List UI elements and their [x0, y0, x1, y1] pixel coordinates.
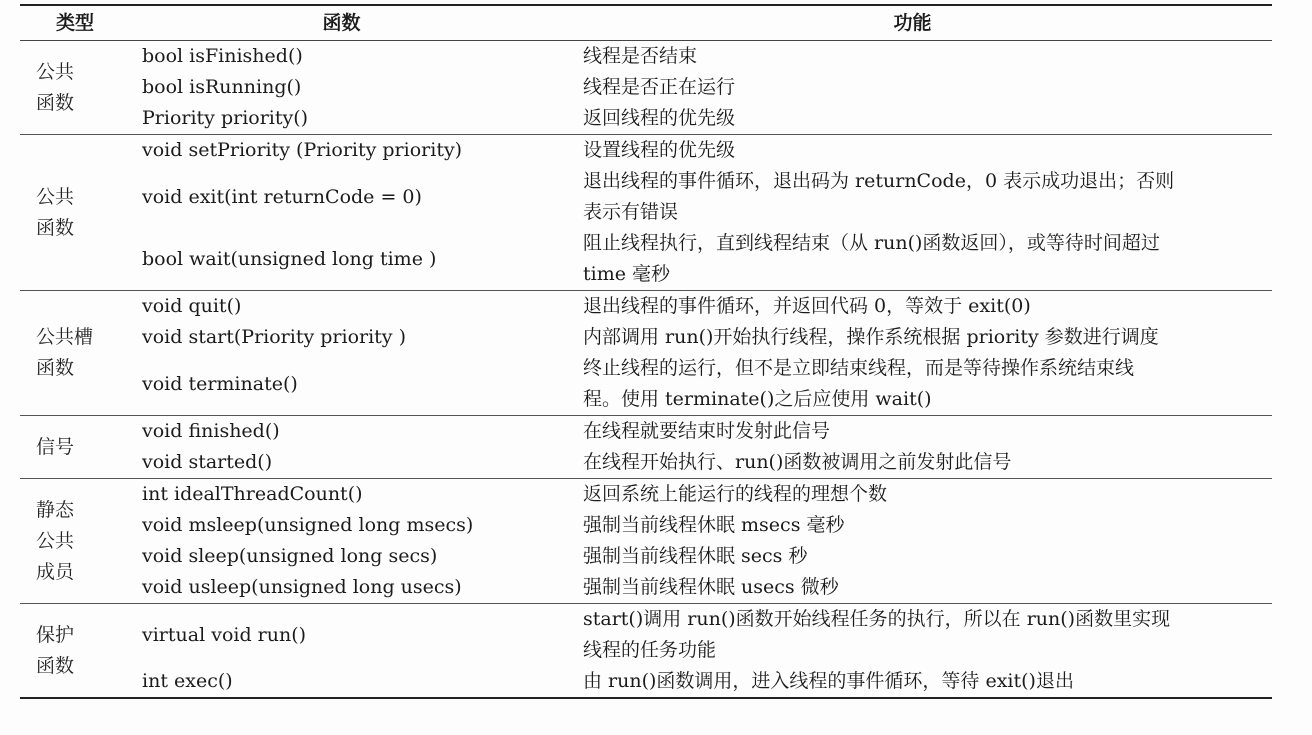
description-line: 程。使用 terminate()之后应使用 wait() — [583, 388, 932, 410]
table-group — [20, 479, 1272, 604]
description-line: 返回系统上能运行的线程的理想个数 — [583, 483, 888, 505]
type-label: 函数 — [36, 654, 75, 677]
function-description — [553, 72, 1272, 103]
description-line: 阻止线程执行，直到线程结束（从 run()函数返回），或等待时间超过 — [583, 232, 1160, 254]
description-line: 返回线程的优先级 — [583, 107, 736, 129]
function-description — [553, 228, 1272, 291]
table-row — [20, 447, 1272, 479]
type-label: 成员 — [36, 560, 75, 583]
type-label: 静态 — [36, 498, 75, 521]
table-row — [20, 604, 1272, 667]
type-cell — [20, 135, 130, 291]
table-row — [20, 572, 1272, 604]
function-description — [553, 291, 1272, 323]
type-label: 公共 — [36, 60, 75, 83]
table-row — [20, 353, 1272, 416]
description-line: 内部调用 run()开始执行线程，操作系统根据 priority 参数进行调度 — [583, 326, 1159, 348]
function-signature: void sleep(unsigned long secs) — [142, 545, 438, 567]
function-signature: Priority priority() — [142, 107, 309, 129]
function-description — [553, 103, 1272, 135]
description-line: 退出线程的事件循环，退出码为 returnCode，0 表示成功退出；否则 — [583, 170, 1175, 192]
table-row — [20, 72, 1272, 103]
function-description — [553, 479, 1272, 511]
table-row — [20, 666, 1272, 698]
function-signature: void started() — [142, 451, 273, 473]
type-cell — [20, 416, 130, 479]
type-cell — [20, 41, 130, 135]
function-description — [553, 510, 1272, 541]
description-line: time 毫秒 — [583, 263, 671, 285]
table-row — [20, 322, 1272, 353]
function-description — [553, 666, 1272, 698]
table-group — [20, 41, 1272, 135]
function-description — [553, 416, 1272, 448]
type-label: 信号 — [36, 435, 75, 458]
description-line: 在线程就要结束时发射此信号 — [583, 420, 831, 442]
table-group — [20, 135, 1272, 291]
table-group — [20, 416, 1272, 479]
table-row — [20, 41, 1272, 73]
function-description — [553, 541, 1272, 572]
type-label: 函数 — [36, 216, 75, 239]
description-line: 强制当前线程休眠 secs 秒 — [583, 545, 808, 567]
type-cell — [20, 479, 130, 604]
type-label: 公共槽 — [36, 326, 94, 348]
function-signature: void msleep(unsigned long msecs) — [142, 514, 474, 536]
table-header — [20, 5, 1272, 41]
table-row — [20, 541, 1272, 572]
function-signature: void setPriority (Priority priority) — [142, 139, 463, 161]
table-row — [20, 510, 1272, 541]
function-description — [553, 322, 1272, 353]
header-function: 函数 — [130, 5, 553, 41]
table-group — [20, 291, 1272, 416]
function-signature: bool isFinished() — [142, 45, 303, 67]
description-line: 线程是否正在运行 — [583, 76, 736, 98]
header-row — [20, 5, 1272, 41]
table-group — [20, 604, 1272, 699]
function-signature: int exec() — [142, 670, 233, 692]
header-description: 功能 — [553, 5, 1272, 41]
type-cell — [20, 604, 130, 699]
function-description — [553, 41, 1272, 73]
header-type: 类型 — [20, 5, 130, 41]
function-signature: void exit(int returnCode = 0) — [142, 185, 422, 208]
function-signature: virtual void run() — [142, 623, 307, 646]
type-label: 公共 — [36, 185, 75, 208]
function-description — [553, 166, 1272, 228]
description-line: 由 run()函数调用，进入线程的事件循环，等待 exit()退出 — [583, 670, 1074, 692]
function-signature: int idealThreadCount() — [142, 483, 363, 505]
description-line: start()调用 run()函数开始线程任务的执行，所以在 run()函数里实现 — [583, 608, 1171, 630]
table-row — [20, 416, 1272, 448]
table-row — [20, 291, 1272, 323]
description-line: 设置线程的优先级 — [583, 139, 736, 161]
table-row — [20, 228, 1272, 291]
function-signature: bool isRunning() — [142, 76, 302, 98]
function-description — [553, 447, 1272, 479]
description-line: 退出线程的事件循环，并返回代码 0，等效于 exit(0) — [583, 295, 1031, 317]
function-signature: bool wait(unsigned long time ) — [142, 247, 437, 270]
type-cell — [20, 291, 130, 416]
function-description — [553, 135, 1272, 167]
function-signature: void terminate() — [142, 372, 298, 395]
description-line: 表示有错误 — [583, 201, 679, 223]
type-label: 公共 — [36, 529, 75, 552]
function-description — [553, 572, 1272, 604]
table-row — [20, 479, 1272, 511]
function-signature: void start(Priority priority ) — [142, 326, 406, 348]
table-row — [20, 103, 1272, 135]
type-label: 函数 — [36, 91, 75, 114]
description-line: 线程的任务功能 — [583, 639, 717, 661]
description-line: 强制当前线程休眠 usecs 微秒 — [583, 576, 839, 598]
function-description — [553, 353, 1272, 416]
qthread-api-table — [20, 4, 1272, 699]
description-line: 在线程开始执行、run()函数被调用之前发射此信号 — [583, 451, 1012, 473]
description-line: 终止线程的运行，但不是立即结束线程，而是等待操作系统结束线 — [583, 357, 1135, 379]
type-label: 函数 — [36, 357, 75, 379]
table-row — [20, 166, 1272, 228]
function-signature: void quit() — [142, 295, 242, 317]
description-line: 强制当前线程休眠 msecs 毫秒 — [583, 514, 845, 536]
function-signature: void finished() — [142, 420, 280, 442]
description-line: 线程是否结束 — [583, 45, 698, 67]
table-row — [20, 135, 1272, 167]
type-label: 保护 — [36, 623, 75, 646]
function-description — [553, 604, 1272, 667]
function-signature: void usleep(unsigned long usecs) — [142, 576, 462, 598]
